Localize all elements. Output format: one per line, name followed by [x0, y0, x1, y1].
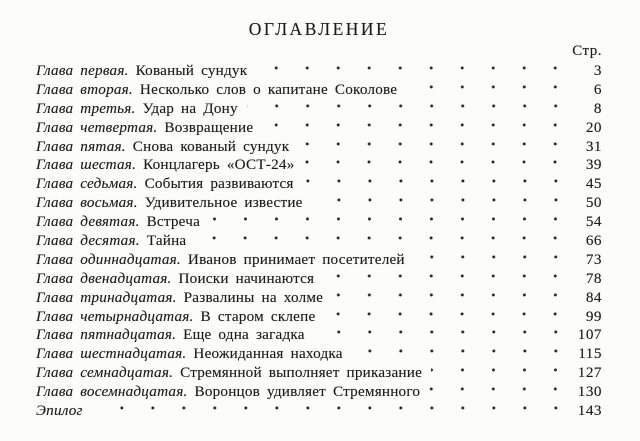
dot-leader: [312, 194, 574, 213]
page-number: 78: [585, 269, 602, 287]
page-title: ОГЛАВЛЕНИЕ: [248, 19, 390, 39]
chapter-title: Возвращение: [164, 118, 254, 136]
chapter-title: Стремянной выполняет приказание: [180, 364, 423, 382]
dot-leader: [298, 138, 574, 157]
chapter-title: Иванов принимает посетителей: [187, 250, 405, 268]
dot-leader: [352, 345, 574, 364]
chapter-label: Глава восьмая.: [36, 194, 138, 212]
chapter-title: Воронцов удивляет Стремянного: [194, 383, 421, 401]
chapter-label: Глава семнадцатая.: [36, 364, 174, 382]
dot-leader: [431, 364, 574, 383]
dot-leader: [414, 251, 574, 270]
toc-entry: [36, 119, 602, 138]
chapter-label: Глава вторая.: [36, 80, 133, 98]
dot-leader: [262, 119, 574, 138]
dot-leader: [429, 383, 574, 402]
dot-leader: [332, 289, 574, 308]
toc-entry: [36, 326, 602, 345]
chapter-label: Глава шестнадцатая.: [36, 345, 187, 363]
toc-entry: [36, 383, 602, 402]
page-number: 20: [585, 118, 602, 136]
chapter-label: Глава тринадцатая.: [36, 288, 177, 306]
dot-leader: [256, 62, 574, 81]
chapter-label: Эпилог: [36, 402, 83, 420]
chapter-title: Еще одна загадка: [183, 326, 305, 344]
toc-entry: [36, 81, 602, 100]
toc-entry: [36, 138, 602, 157]
chapter-label: Глава первая.: [36, 62, 129, 79]
chapter-label: Глава двенадцатая.: [36, 269, 172, 287]
toc-entry: [36, 251, 602, 270]
toc-entry: [36, 156, 602, 175]
page-number: 99: [585, 307, 602, 325]
dot-leader: [247, 100, 574, 119]
page-number: 50: [585, 194, 602, 212]
chapter-title: В старом склепе: [200, 307, 316, 325]
toc-entry: [36, 402, 602, 421]
toc-entry: [36, 62, 602, 81]
page-number: 115: [578, 345, 602, 363]
page-number: 84: [585, 288, 602, 306]
chapter-label: Глава десятая.: [36, 232, 140, 250]
chapter-title: Концлагерь «ОСТ-24»: [143, 156, 295, 174]
dot-leader: [324, 308, 574, 327]
toc-entry: [36, 100, 602, 119]
chapter-title: Неожиданная находка: [193, 345, 343, 363]
page-number: 54: [585, 213, 602, 231]
dot-leader: [303, 175, 574, 194]
page-number: 8: [593, 99, 602, 117]
page-number: 3: [593, 62, 602, 79]
chapter-label: Глава четырнадцатая.: [36, 307, 194, 325]
toc-entry: [36, 364, 602, 383]
page-number: 45: [585, 175, 602, 193]
page-number: 127: [577, 364, 602, 382]
chapter-label: Глава восемнадцатая.: [36, 383, 188, 401]
chapter-title: Несколько слов о капитане Соколове: [139, 80, 398, 98]
page-number: 107: [577, 326, 602, 344]
toc-entry: [36, 175, 602, 194]
page-number: 73: [585, 250, 602, 268]
chapter-label: Глава пятая.: [36, 137, 126, 155]
dot-leader: [323, 270, 574, 289]
chapter-label: Глава седьмая.: [36, 175, 138, 193]
chapter-label: Глава одиннадцатая.: [36, 250, 181, 268]
toc-entry: [36, 289, 602, 308]
dot-leader: [406, 81, 574, 100]
page-number: 130: [577, 383, 602, 401]
chapter-title: Развалины на холме: [183, 288, 324, 306]
chapter-title: Снова кованый сундук: [132, 137, 290, 155]
toc-entry: [36, 194, 602, 213]
chapter-label: Глава четвертая.: [36, 118, 158, 136]
page-number: 31: [585, 137, 602, 155]
chapter-label: Глава шестая.: [36, 156, 137, 174]
page-number: 143: [577, 402, 602, 420]
toc-list: [36, 62, 602, 421]
chapter-title: Тайна: [146, 232, 187, 250]
dot-leader: [314, 326, 574, 345]
page-number: 39: [585, 156, 602, 174]
chapter-title: Удивительное известие: [144, 194, 303, 212]
page-number: 6: [593, 80, 602, 98]
dot-leader: [195, 232, 574, 251]
toc-entry: [36, 213, 602, 232]
chapter-title: Удар на Дону: [142, 99, 238, 117]
chapter-title: События развиваются: [144, 175, 294, 193]
chapter-label: Глава девятая.: [36, 213, 140, 231]
dot-leader: [209, 213, 574, 232]
toc-entry: [36, 232, 602, 251]
chapter-label: Глава третья.: [36, 99, 136, 117]
dot-leader: [99, 402, 574, 421]
chapter-title: Кованый сундук: [135, 62, 248, 79]
toc-entry: [36, 345, 602, 364]
dot-leader: [303, 156, 574, 175]
chapter-title: Встреча: [146, 213, 201, 231]
page-number: 66: [585, 232, 602, 250]
toc-entry: [36, 308, 602, 327]
chapter-title: Поиски начинаются: [178, 269, 315, 287]
page-column-header: Стр.: [572, 43, 602, 59]
toc-entry: [36, 270, 602, 289]
chapter-label: Глава пятнадцатая.: [36, 326, 177, 344]
